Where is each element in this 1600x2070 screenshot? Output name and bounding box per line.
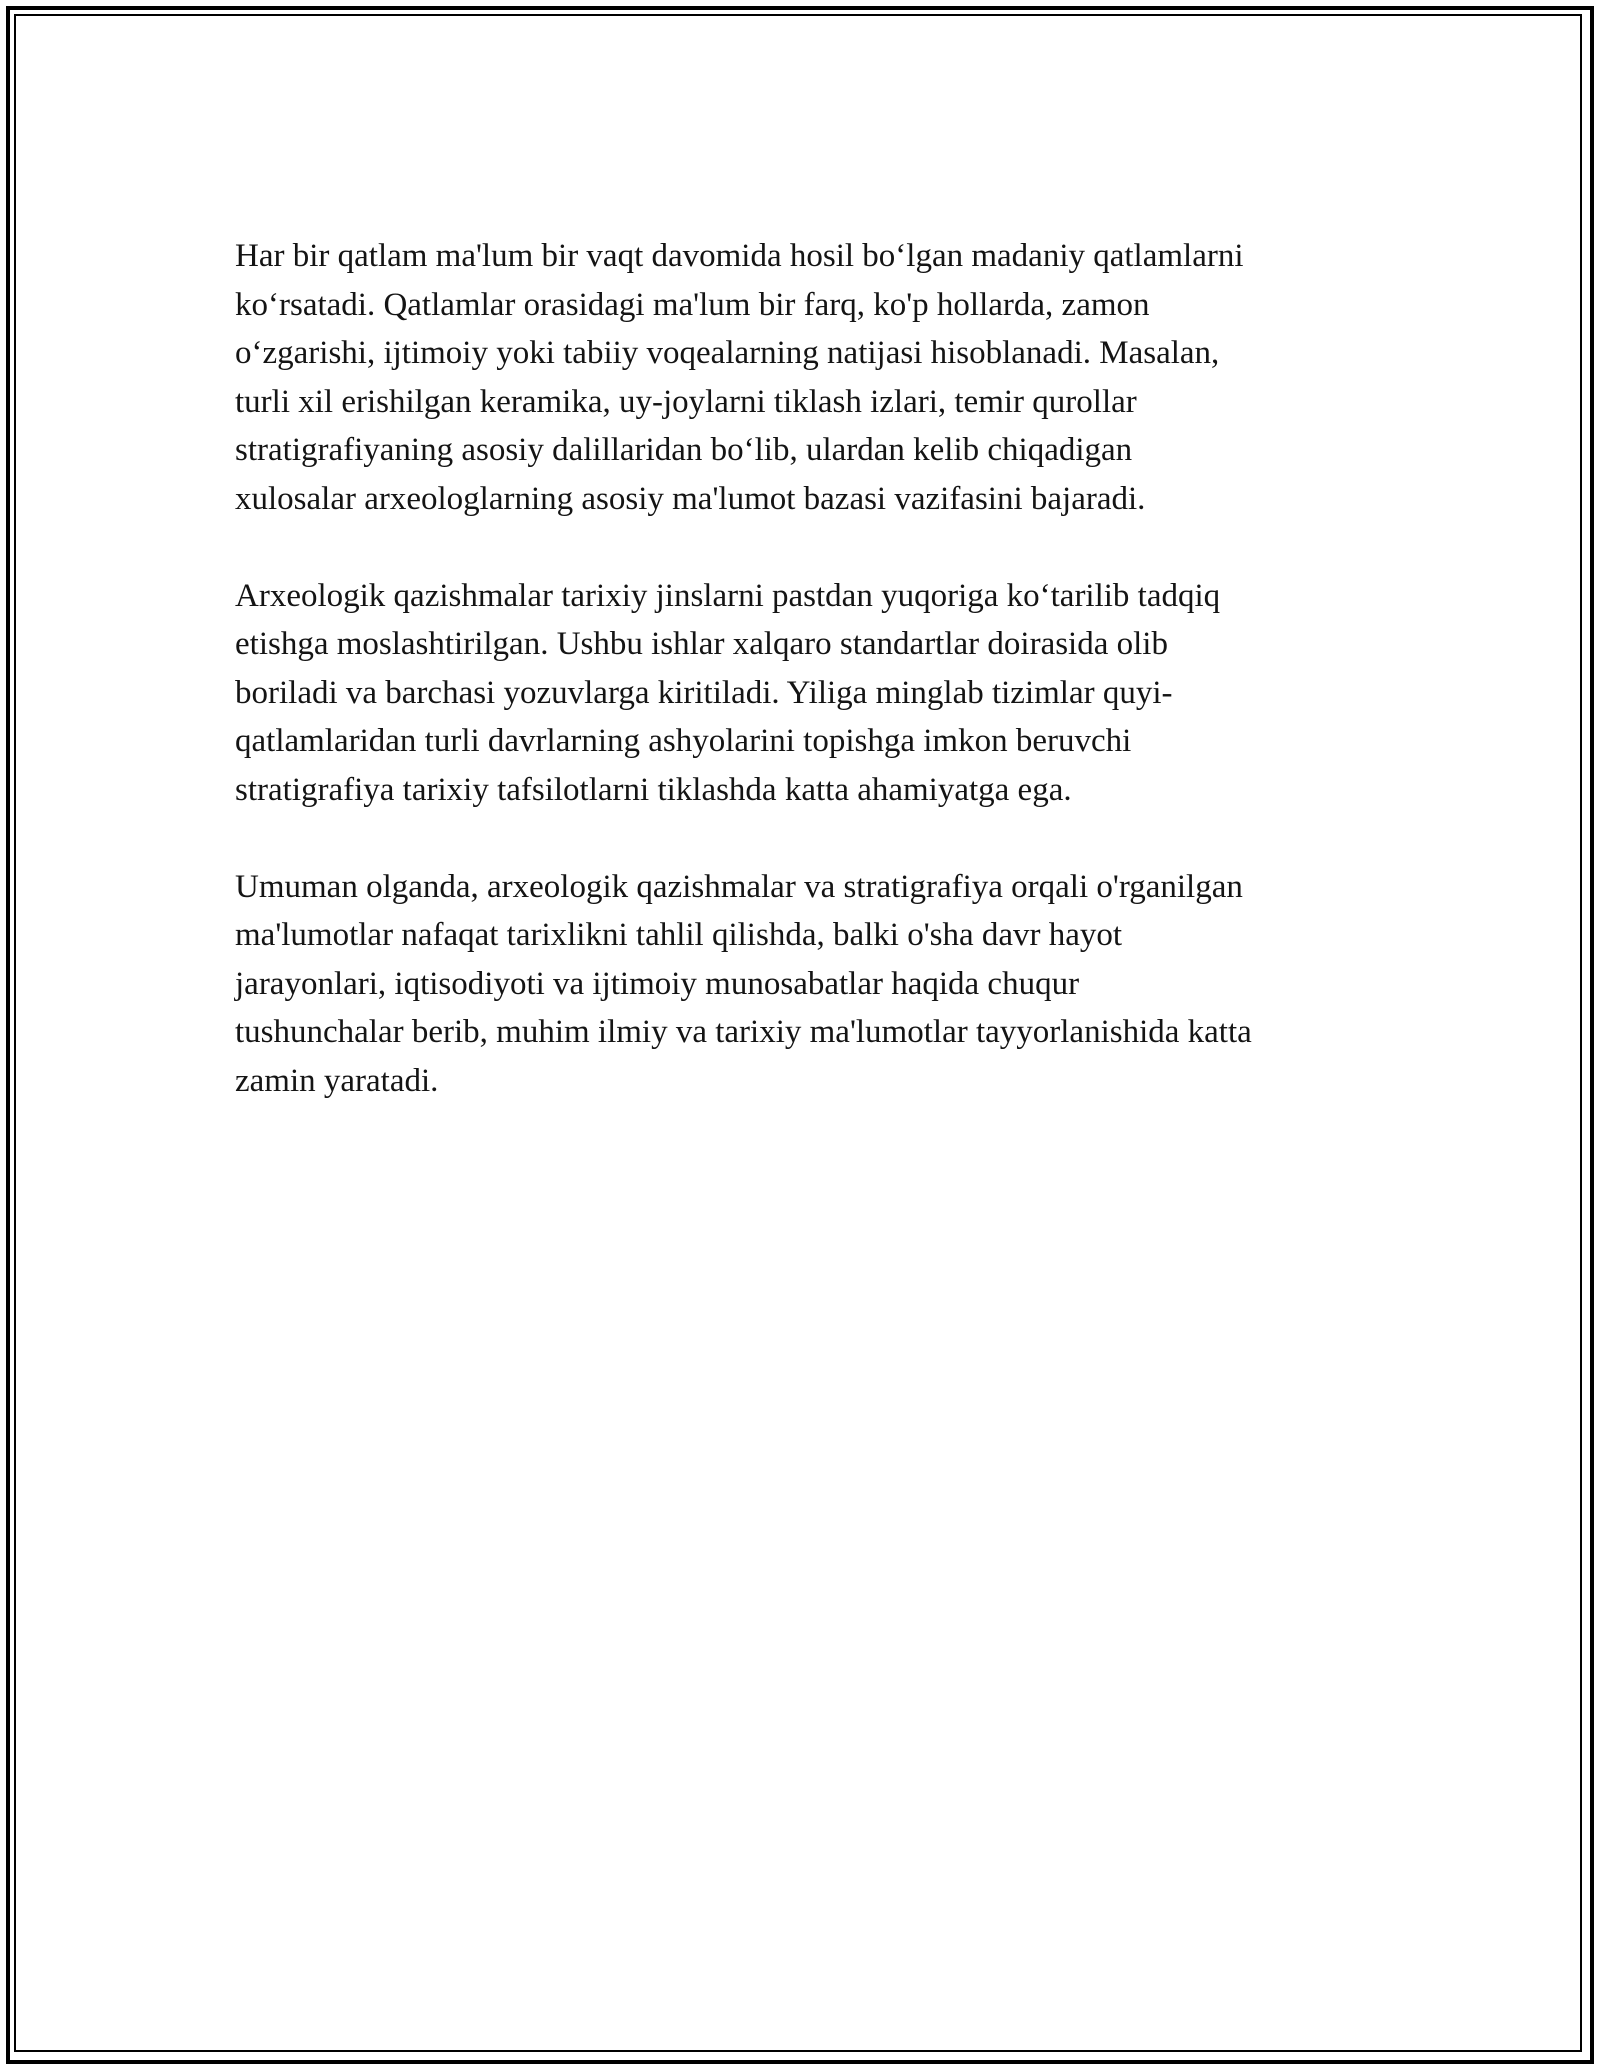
paragraph-excavation-methods: Arxeologik qazishmalar tarixiy jinslarni pastdan yuqoriga ko‘tarilib tadqiq etishga moslashtirilgan. Ushbu ishlar xalqaro standartlar doirasida olib boriladi va barchasi yozuvlarga kiritiladi. Yiliga minglab tizimlar quyi- qatlamlaridan turli davrlarning ashyolarini topishga imkon beruvchi stratigrafiya tarixiy tafsilotlarni tiklashda katta ahamiyatga ega. (235, 577, 1221, 808)
document-body (235, 232, 1385, 1154)
paragraph-conclusion: Umuman olganda, arxeologik qazishmalar va stratigrafiya orqali o'rganilgan ma'lumotlar nafaqat tarixlikni tahlil qilishda, balki o'sha davr hayot jarayonlari, iqtisodiyoti va ijtimoiy munosabatlar haqida chuqur tushunchalar berib, muhim ilmiy va tarixiy ma'lumotlar tayyorlanishida katta zamin yaratadi. (235, 868, 1252, 1099)
paragraph-stratigraphy-layers: Har bir qatlam ma'lum bir vaqt davomida hosil bo‘lgan madaniy qatlamlarni ko‘rsatadi. Qatlamlar orasidagi ma'lum bir farq, ko'p hollarda, zamon o‘zgarishi, ijtimoiy yoki tabiiy voqealarning natijasi hisoblanadi. Masalan, turli xil erishilgan keramika, uy-joylarni tiklash izlari, temir qurollar stratigrafiyaning asosiy dalillaridan bo‘lib, ulardan kelib chiqadigan xulosalar arxeologlarning asosiy ma'lumot bazasi vazifasini bajaradi. (235, 238, 1244, 517)
